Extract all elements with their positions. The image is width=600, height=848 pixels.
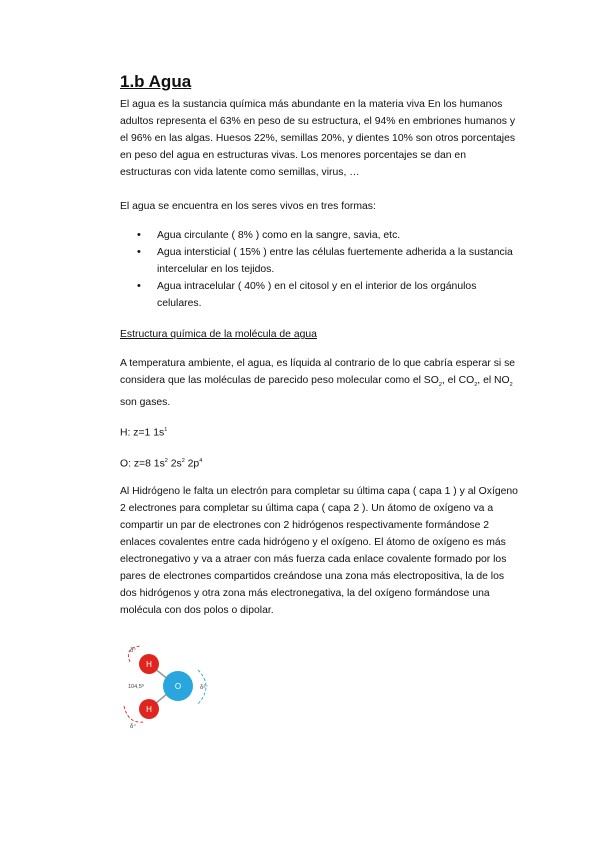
section-heading: 1.b Agua	[120, 72, 192, 91]
delta-plus-bottom: δ⁺	[130, 724, 137, 730]
document-content	[120, 72, 520, 619]
list-item: • Agua intracelular ( 40% ) en el citosol y en el interior de los orgánulos celulares.	[157, 278, 520, 312]
hydrogen-label-bottom: H	[146, 705, 152, 714]
delta-plus-top: δ⁺	[130, 648, 137, 654]
delta-minus: δ²⁻	[200, 685, 209, 691]
water-molecule-diagram	[116, 640, 216, 732]
angle-label: 104,5º	[128, 684, 144, 690]
water-forms-list	[120, 227, 520, 312]
oxygen-configuration: O: z=8 $1s^2$ $2s^2$ $2p^4$	[120, 457, 203, 470]
hydrogen-paragraph: Al Hidrógeno le falta un electrón para completar su última capa ( capa 1 ) y al Oxígeno 2 electrones para completar su última capa ( capa 2 ). Un átomo de oxígeno va a compartir un par de electrones con 2 hidrógenos respectivamente formándose 2 enlaces covalentes entre cada hidrógeno y el oxígeno. El átomo de oxígeno es más electronegativo y va a atraer con más fuerza cada enlace covalente formado por los pares de electrones compartidos creándose una zona más electropositiva, la de los dos hidrógenos y otra zona más electronegativa, la del oxígeno formándose una molécula con dos polos o dipolar.	[120, 486, 518, 617]
forms-intro: El agua se encuentra en los seres vivos en tres formas:	[120, 201, 376, 212]
intro-paragraph: El agua es la sustancia química más abundante en la materia viva En los humanos adultos representa el 63% en peso de su estructura, el 94% en embriones humanos y el 96% en las algas. Huesos 22%, semillas 20%, y dientes 10% son otros porcentajes en peso del agua en estructuras vivas. Los menores porcentajes se dan en estructuras con vida latente como semillas, virus, …	[120, 99, 516, 178]
hydrogen-label-top: H	[146, 660, 152, 669]
list-item: • Agua circulante ( 8% ) como en la sangre, savia, etc.	[157, 227, 520, 244]
hydrogen-configuration: H: z=1 $1s^1$	[120, 427, 168, 439]
subsection-title: Estructura química de la molécula de agua	[120, 329, 317, 340]
list-item: • Agua intersticial ( 15% ) entre las células fuertemente adherida a la sustancia intercelular en los tejidos.	[157, 244, 520, 278]
oxygen-label: O	[174, 682, 182, 691]
temperature-paragraph: A temperatura ambiente, el agua, es líquida al contrario de lo que cabría esperar si se considera que las moléculas de parecido peso molecular como el $SO_2$, el $CO_2$, el $NO_2$ son gases.	[120, 358, 516, 409]
